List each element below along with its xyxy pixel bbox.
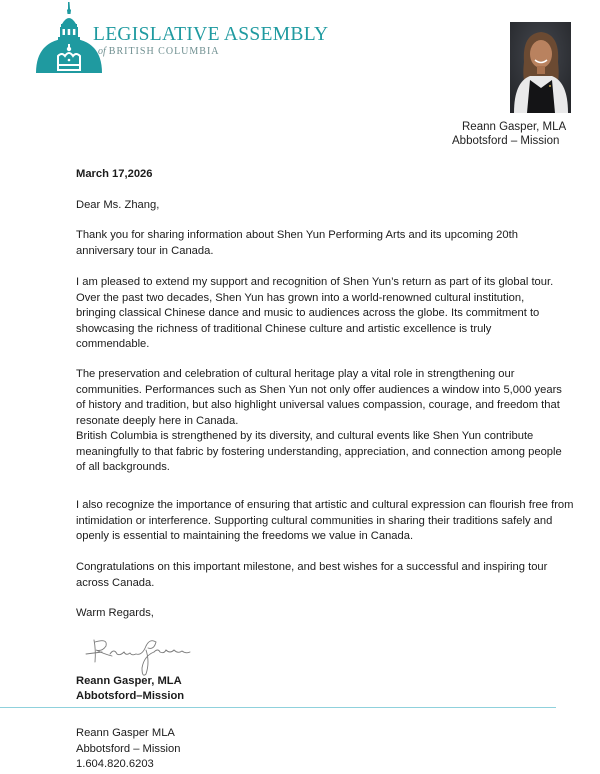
header-mla-riding: Abbotsford – Mission — [452, 135, 560, 147]
footer-separator-line — [0, 707, 556, 708]
letter-salutation: Dear Ms. Zhang, — [76, 199, 160, 211]
signature-name: Reann Gasper, MLA — [76, 675, 182, 687]
footer-phone: 1.604.820.6203 — [76, 758, 154, 770]
portrait-image — [510, 22, 571, 113]
logo-subtitle — [98, 46, 220, 57]
header-mla-name: Reann Gasper, MLA — [462, 121, 567, 133]
logo-subtitle-province: BRITISH COLUMBIA — [108, 46, 220, 57]
letter-date: March 17,2026 — [76, 168, 153, 180]
letter-paragraph-group — [76, 367, 566, 476]
footer-name: Reann Gasper MLA — [76, 727, 175, 739]
letter-paragraph: British Columbia is strengthened by its diversity, and cultural events like Shen Yun contribute meaningfully to that fabric by fostering understanding, appreciation, and connection among people of all backgrounds. — [76, 430, 562, 473]
footer-riding: Abbotsford – Mission — [76, 743, 181, 755]
letter-closing: Warm Regards, — [76, 607, 154, 619]
mla-portrait-photo — [510, 22, 571, 113]
letter-paragraph: I am pleased to extend my support and recognition of Shen Yun’s return as part of its global tour. Over the past two decades, Shen Yun has grown into a world-renowned cultural institution, bringing classical Chinese dance and music to audiences across the globe. Its commitment to showcasing the richness of traditional Chinese culture and artistic excellence is truly commendable. — [76, 276, 554, 350]
letter-paragraph: The preservation and celebration of cultural heritage play a vital role in strengthening our communities. Performances such as Shen Yun not only offer audiences a window into 5,000 years of history and tradition, but also highlight universal values compassion, courage, and freedom that resonate deeply here in Canada. — [76, 368, 562, 427]
signature-riding: Abbotsford–Mission — [76, 690, 185, 702]
legislative-assembly-logo — [34, 0, 354, 76]
letter-paragraph: I also recognize the importance of ensuring that artistic and cultural expression can flourish free from intimidation or interference. Supporting cultural communities in sharing their traditions safely and openly is essential to maintaining the freedoms we value in Canada. — [76, 499, 574, 542]
logo-subtitle-of: of — [98, 46, 106, 57]
letter-paragraph: Thank you for sharing information about Shen Yun Performing Arts and its upcoming 20th anniversary tour in Canada. — [76, 229, 518, 257]
letter-paragraph: Congratulations on this important milestone, and best wishes for a successful and inspiring tour across Canada. — [76, 561, 548, 589]
logo-title: LEGISLATIVE ASSEMBLY — [93, 24, 329, 45]
